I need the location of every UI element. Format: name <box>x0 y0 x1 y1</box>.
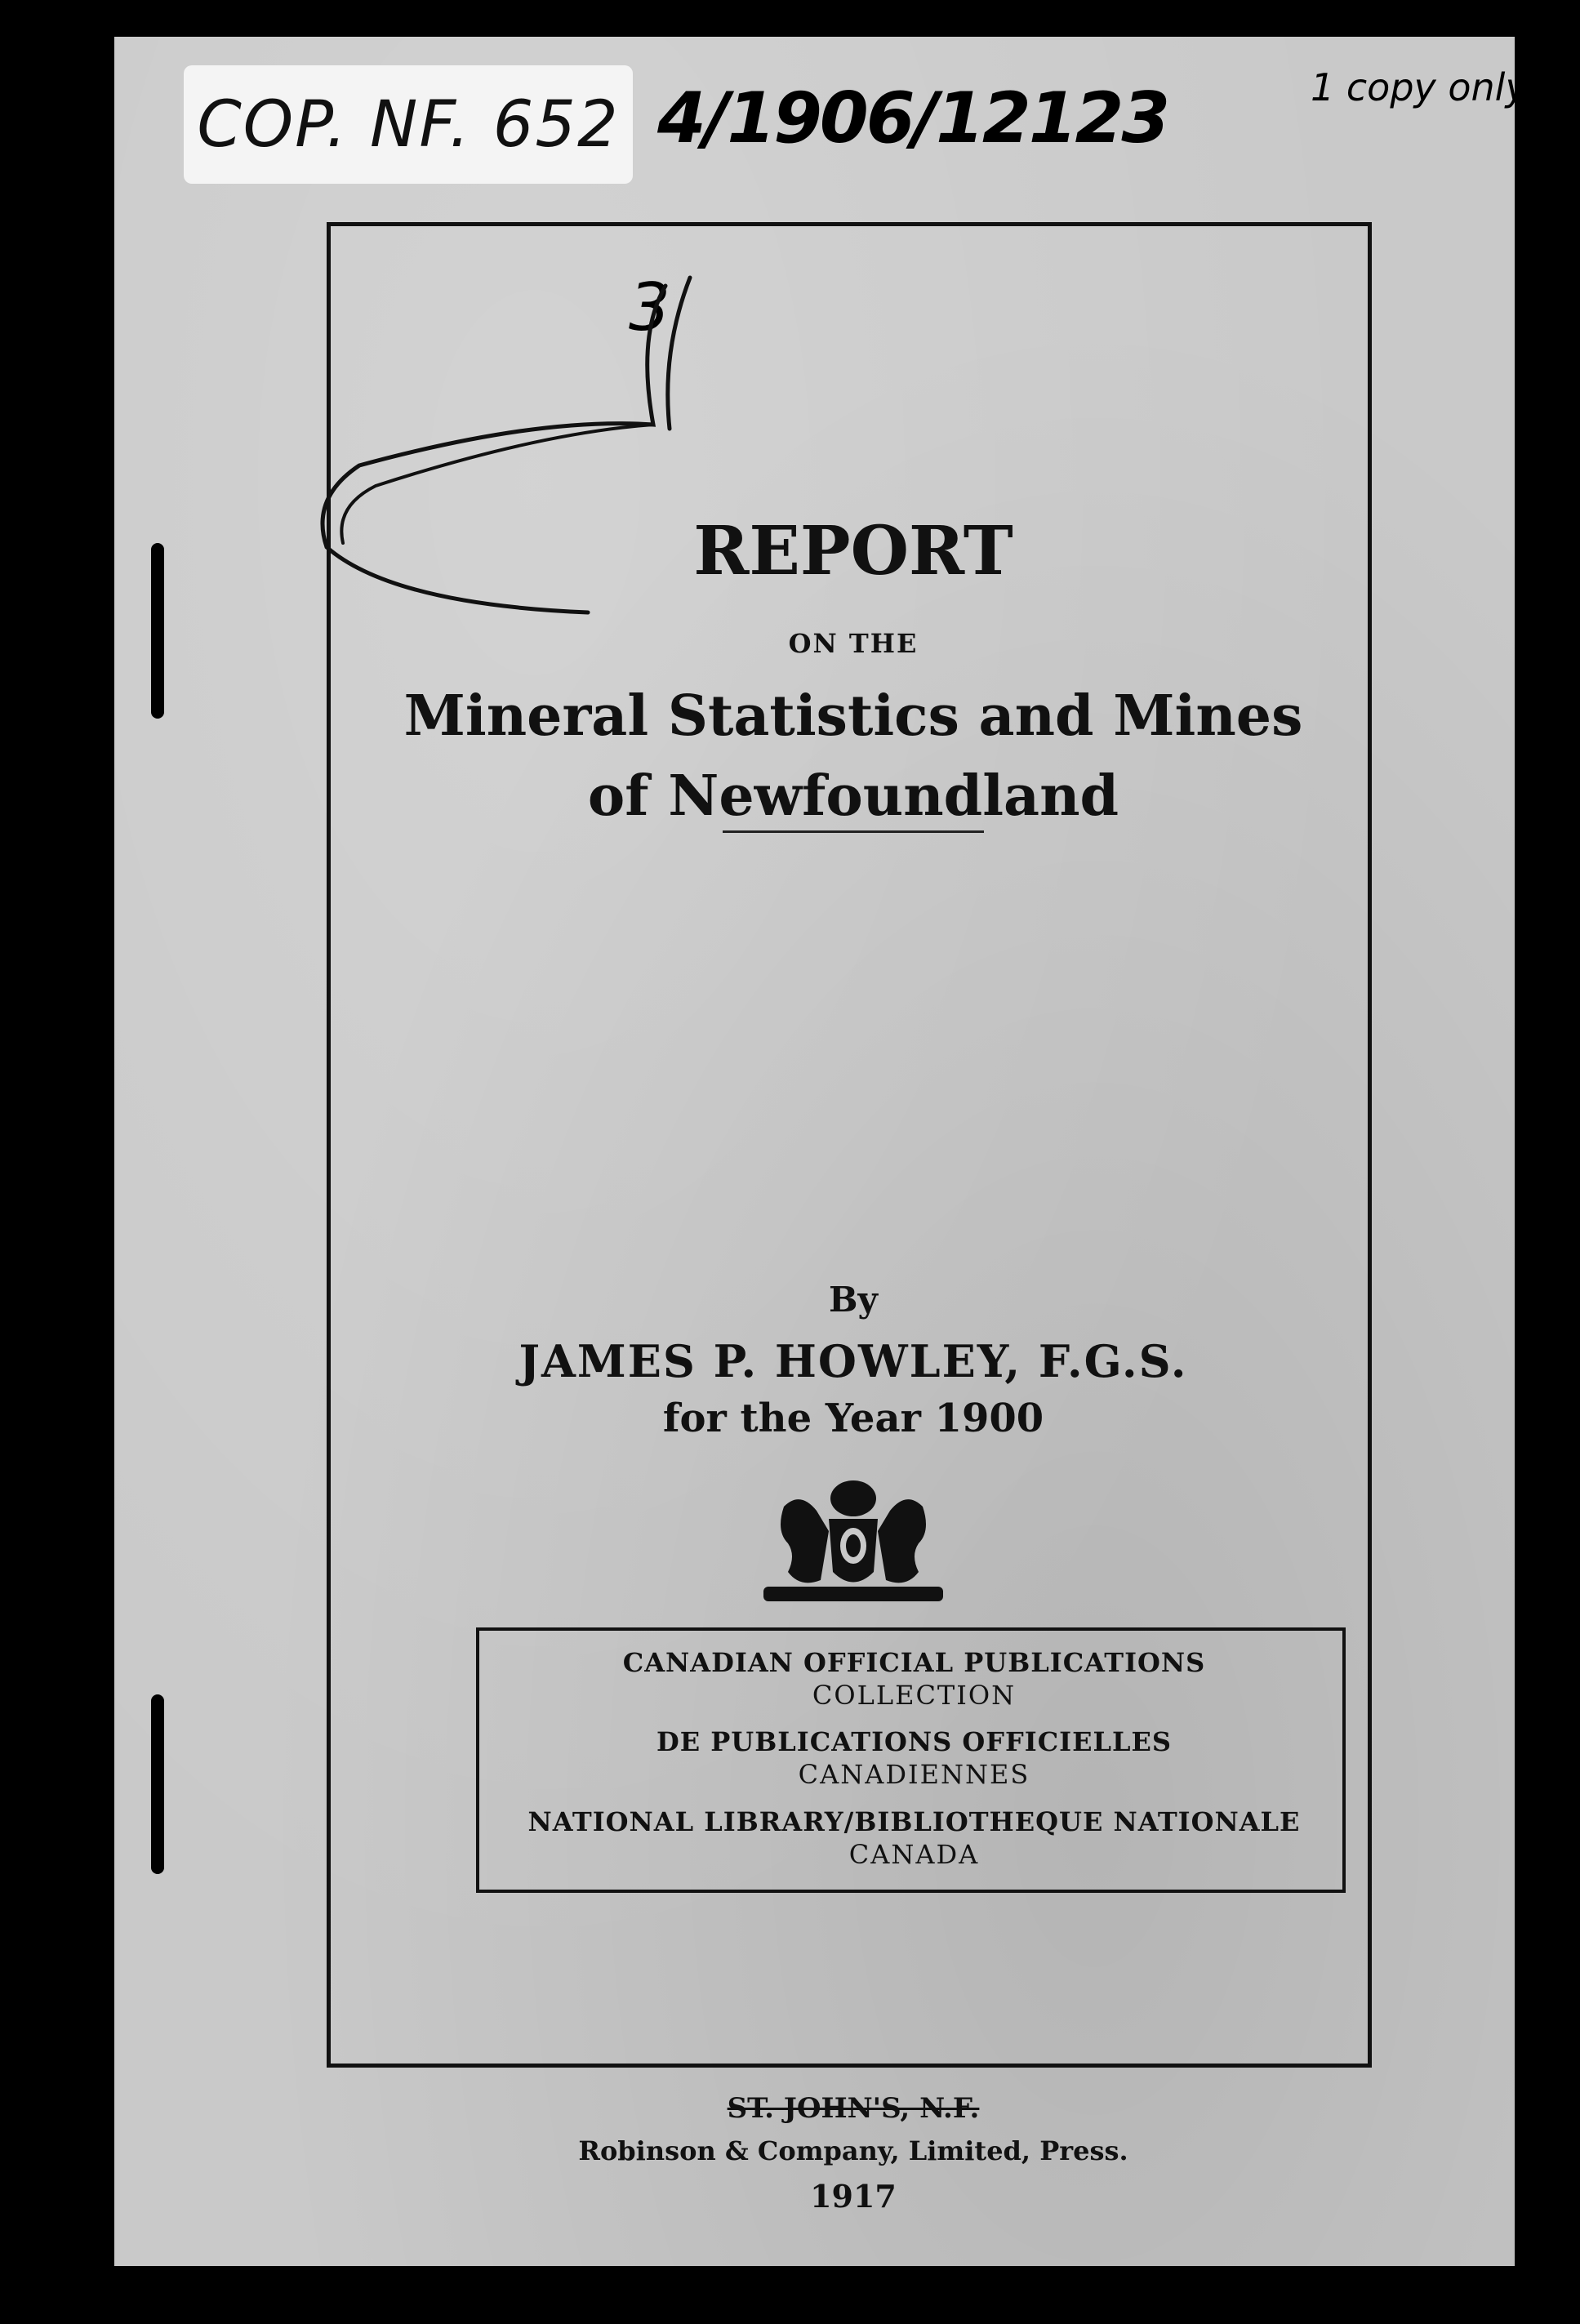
printer-name: Robinson & Company, Limited, Press. <box>578 2135 1128 2166</box>
report-year: for the Year 1900 <box>662 1396 1044 1441</box>
handwritten-copy-note: 1 copy only <box>1311 65 1528 109</box>
title-line-1: Mineral Statistics and Mines <box>403 683 1303 749</box>
catalog-label-text: COP. NF. 652 <box>197 87 620 162</box>
stamp-line-6: CANADA <box>848 1839 980 1870</box>
catalog-label-sticker <box>184 65 633 184</box>
stamp-line-1: CANADIAN OFFICIAL PUBLICATIONS <box>622 1647 1206 1678</box>
stamp-line-4: CANADIENNES <box>798 1759 1030 1790</box>
handwritten-marginal-number: 3 <box>629 269 670 345</box>
handwritten-bracket-mark <box>294 261 719 621</box>
stamp-line-5: NATIONAL LIBRARY/BIBLIOTHEQUE NATIONALE <box>527 1806 1301 1837</box>
publication-date: 1917 <box>810 2178 897 2215</box>
library-collection-stamp <box>476 1627 1346 1893</box>
stamp-line-2: COLLECTION <box>812 1680 1017 1711</box>
title-divider-rule <box>723 830 984 833</box>
binding-staple-top <box>151 543 164 719</box>
author-name: JAMES P. HOWLEY, F.G.S. <box>519 1335 1188 1387</box>
on-the-subheading: ON THE <box>788 628 919 659</box>
report-heading: REPORT <box>693 512 1013 590</box>
coat-of-arms-icon <box>751 1474 955 1605</box>
publication-place: ST. JOHN'S, N.F. <box>727 2092 980 2125</box>
handwritten-catalog-number: 4/1906/12123 <box>657 78 1168 159</box>
by-line: By <box>829 1280 878 1320</box>
stamp-line-3: DE PUBLICATIONS OFFICIELLES <box>656 1726 1173 1757</box>
binding-staple-bottom <box>151 1694 164 1874</box>
title-line-2: of Newfoundland <box>587 764 1119 829</box>
